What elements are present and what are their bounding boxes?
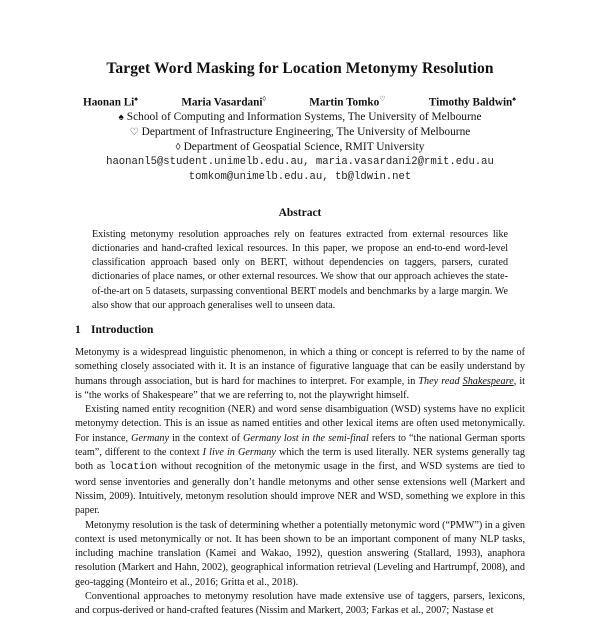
affiliation-mark: ♠ — [134, 95, 139, 103]
heart-icon: ♡ — [129, 126, 139, 138]
affiliation: ◊ Department of Geospatial Science, RMIT University — [175, 140, 425, 153]
section-body — [75, 346, 525, 619]
abstract-heading: Abstract — [278, 206, 322, 219]
affiliation-mark: ♡ — [379, 95, 386, 103]
author-list — [75, 95, 525, 109]
author: Haonan Li♠ — [83, 95, 139, 109]
affiliation: ♡ Department of Infrastructure Engineering, The University of Melbourne — [129, 125, 471, 138]
paragraph: Conventional approaches to metonymy resolution have made extensive use of taggers, parsers, lexicons, and corpus-derived or hand-crafted features (Nissim and Markert, 2003; Farkas et al., 2007; Nastase et — [75, 591, 525, 617]
diamond-icon: ◊ — [175, 141, 181, 153]
paragraph: Metonymy is a widespread linguistic phenomenon, in which a thing or concept is referred to by the name of something closely associated with it. It is an instance of figurative language that can be easily understand by humans through association, but is hard for machines to interpret. For example, in They read Shakespeare, it is “the works of Shakespeare” that we are referring to, not the playwright himself. — [75, 346, 525, 401]
author: Martin Tomko♡ — [309, 95, 386, 109]
author: Timothy Baldwin♠ — [428, 95, 516, 109]
paper-title: Target Word Masking for Location Metonymy Resolution — [106, 60, 494, 77]
paragraph: Metonymy resolution is the task of determining whether a potentially metonymic word (“PMW”) in a given context is used metonymically or not. It has been shown to be an important component of many NLP tasks, including machine translation (Kamei and Wakao, 1992), question answering (Stallard, 1993), anaphora resolution (Markert and Hahn, 2002), geographical information retrieval (Leveling and Hartrumpf, 2008), and geo-tagging (Monteiro et al., 2016; Gritta et al., 2018). — [75, 519, 525, 588]
section-title: Introduction — [91, 323, 154, 336]
spade-icon: ♠ — [118, 111, 124, 123]
section-number: 1 — [75, 323, 81, 336]
affiliation-mark: ♠ — [512, 95, 516, 103]
affiliation-list — [75, 110, 525, 155]
email-line: tomkom@unimelb.edu.au, tb@ldwin.net — [188, 170, 412, 183]
affiliation: ♠ School of Computing and Information Systems, The University of Melbourne — [118, 110, 482, 123]
abstract-text: Existing metonymy resolution approaches rely on features extracted from external resources like dictionaries and hand-crafted lexical resources. In this paper, we propose an end-to-end word-level classification approach based only on BERT, without dependencies on taggers, parsers, curated dictionaries of place names, or other external resources. We show that our approach achieves the state-of-the-art on 5 datasets, surpassing conventional BERT models and benchmarks by a large margin. We also show that our approach generalises well to unseen data. — [92, 228, 508, 311]
email-line: haonanl5@student.unimelb.edu.au, maria.vasardani2@rmit.edu.au — [106, 155, 494, 168]
email-list — [75, 155, 525, 185]
section-heading — [75, 324, 525, 336]
paragraph: Existing named entity recognition (NER) and word sense disambiguation (WSD) systems have no explicit metonymy detection. This is an issue as named entities and other lexical items are often used metonymically. For instance, Germany in the context of Germany lost in the semi-final refers to “the national German sports team”, different to the context I live in Germany which the term is used literally. NER systems generally tag both as location without recognition of the metonymic usage in the first, and WSD systems are tied to word sense inventories and generally don’t handle metonyms and other sense extensions well (Markert and Nissim, 2009). Intuitively, metonym resolution should improve NER and WSD, something we explore in this paper. — [75, 404, 526, 517]
affiliation-mark: ◊ — [262, 95, 266, 103]
author: Maria Vasardani◊ — [181, 95, 266, 109]
